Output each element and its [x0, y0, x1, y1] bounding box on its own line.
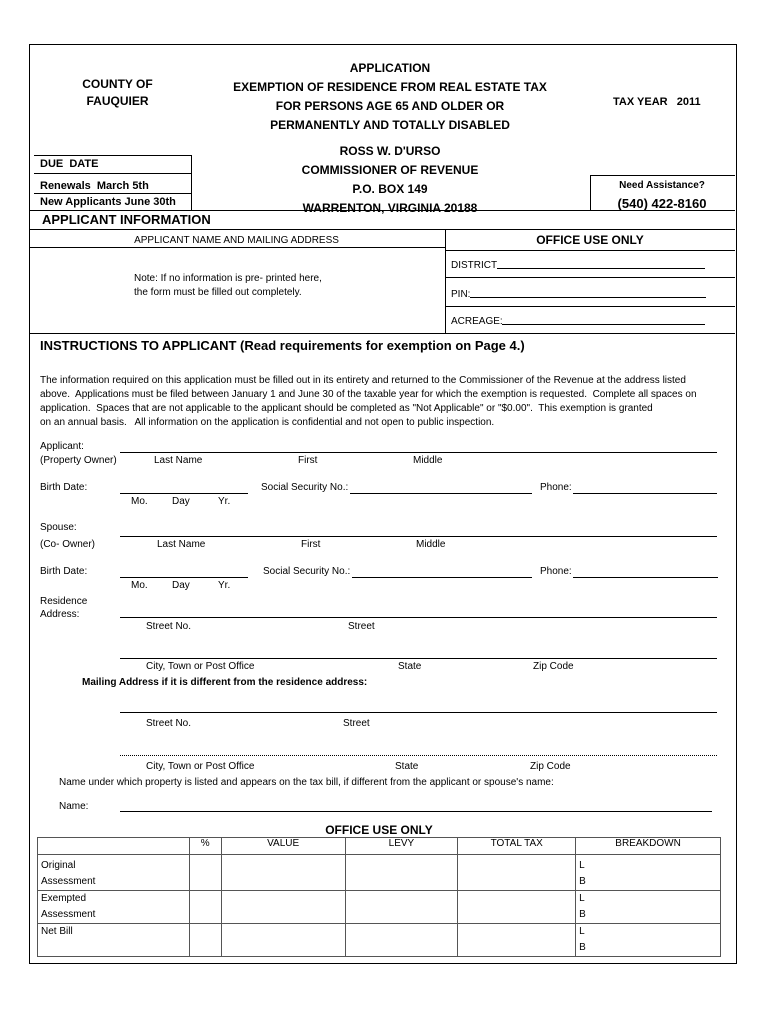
- section-rule: [29, 229, 735, 230]
- due-date-divider-2: [34, 193, 191, 194]
- instructions-heading: INSTRUCTIONS TO APPLICANT (Read requirements for exemption on Page 4.): [40, 338, 525, 353]
- acreage-label: ACREAGE:: [451, 316, 503, 327]
- mailing-city-label: City, Town or Post Office: [146, 761, 255, 772]
- row-label: Net Bill: [38, 924, 190, 957]
- breakdown-cell: L B: [576, 855, 721, 891]
- county-name: COUNTY OF FAUQUIER: [82, 77, 153, 108]
- name-label: Name:: [59, 801, 89, 812]
- mailing-state-label: State: [395, 761, 419, 772]
- spouse-last-name-label: Last Name: [157, 539, 206, 550]
- day-label: Day: [172, 496, 190, 507]
- applicant-info-heading: APPLICANT INFORMATION: [42, 212, 211, 227]
- office-use-rule: [445, 306, 735, 307]
- spouse-day-label: Day: [172, 580, 190, 591]
- spouse-year-label: Yr.: [218, 580, 231, 591]
- section-rule: [29, 210, 735, 211]
- office-use-divider: [445, 229, 446, 333]
- table-header-row: [38, 838, 721, 855]
- zip-label: Zip Code: [533, 661, 574, 672]
- phone-label: Phone:: [540, 482, 572, 493]
- instructions-text: The information required on this application must be filled out in its entirety and returned to the Commissioner of the Revenue at the address listed above. Applications must be filed between January 1 and June 30 of the taxable year for which the exemption is requested. Complete all spaces on application. Spaces that are not applicable to the applicant should be completed as "Not Applicable" or "$0.00". This exemption is granted on an annual basis. All information on the application is confidential and not open to public inspection.: [40, 375, 697, 428]
- spouse-birth-date-field[interactable]: [120, 577, 248, 578]
- section-rule: [29, 247, 445, 248]
- assistance-phone: (540) 422-8160: [617, 196, 707, 211]
- mailing-street-field[interactable]: [120, 712, 717, 713]
- spouse-phone-field[interactable]: [573, 577, 718, 578]
- office-use-rule: [445, 277, 735, 278]
- state-label: State: [398, 661, 422, 672]
- new-applicants-date: New Applicants June 30th: [40, 196, 176, 208]
- office-use-rule: [445, 250, 735, 251]
- year-label: Yr.: [218, 496, 231, 507]
- applicant-label: Applicant:: [40, 441, 84, 452]
- spouse-phone-label: Phone:: [540, 566, 572, 577]
- month-label: Mo.: [131, 496, 148, 507]
- pin-field[interactable]: [470, 297, 706, 298]
- renewals-date: Renewals March 5th: [40, 180, 149, 192]
- street-label: Street: [348, 621, 375, 632]
- street-no-label: Street No.: [146, 621, 192, 632]
- mailing-street-no-label: Street No.: [146, 718, 192, 729]
- assessment-table: [37, 837, 721, 957]
- applicant-name-field[interactable]: [120, 452, 717, 453]
- middle-name-label: Middle: [413, 455, 443, 466]
- name-address-label: APPLICANT NAME AND MAILING ADDRESS: [134, 235, 339, 246]
- co-owner-label: (Co- Owner): [40, 539, 96, 550]
- col-value: VALUE: [221, 838, 345, 855]
- phone-field[interactable]: [573, 493, 717, 494]
- name-field[interactable]: [120, 811, 712, 812]
- row-label: Original Assessment: [38, 855, 190, 891]
- spouse-month-label: Mo.: [131, 580, 148, 591]
- name-under-text: Name under which property is listed and appears on the tax bill, if different from the applicant or spouse's name:: [59, 777, 554, 788]
- table-row: [38, 855, 721, 891]
- col-percent: %: [189, 838, 221, 855]
- bottom-office-use-heading: OFFICE USE ONLY: [325, 823, 433, 837]
- table-row: [38, 924, 721, 957]
- mailing-zip-label: Zip Code: [530, 761, 571, 772]
- pin-label: PIN:: [451, 289, 471, 300]
- birth-date-field[interactable]: [120, 493, 248, 494]
- city-label: City, Town or Post Office: [146, 661, 255, 672]
- tax-year: TAX YEAR 2011: [613, 96, 701, 108]
- residence-label: Residence Address:: [40, 596, 88, 620]
- ssn-label: Social Security No.:: [261, 482, 349, 493]
- form-title: APPLICATION EXEMPTION OF RESIDENCE FROM REAL ESTATE TAX FOR PERSONS AGE 65 AND OLDER OR PERMANENTLY AND TOTALLY DISABLED: [233, 61, 547, 132]
- col-total-tax: TOTAL TAX: [458, 838, 576, 855]
- commissioner-address: ROSS W. D'URSO COMMISSIONER OF REVENUE P.O. BOX 149 WARRENTON, VIRGINIA 20188: [301, 144, 479, 215]
- spouse-ssn-field[interactable]: [352, 577, 532, 578]
- property-owner-label: (Property Owner): [40, 455, 117, 466]
- residence-street-field[interactable]: [120, 617, 717, 618]
- acreage-field[interactable]: [502, 324, 705, 325]
- spouse-label: Spouse:: [40, 522, 77, 533]
- spouse-name-field[interactable]: [120, 536, 717, 537]
- ssn-field[interactable]: [350, 493, 532, 494]
- due-date-divider: [34, 173, 191, 174]
- pre-printed-note: Note: If no information is pre- printed here, the form must be filled out completely.: [134, 273, 322, 298]
- col-breakdown: BREAKDOWN: [576, 838, 721, 855]
- section-rule: [29, 333, 735, 334]
- table-row: [38, 891, 721, 924]
- col-levy: LEVY: [345, 838, 458, 855]
- district-field[interactable]: [497, 268, 705, 269]
- row-label: Exempted Assessment: [38, 891, 190, 924]
- mailing-address-heading: Mailing Address if it is different from the residence address:: [82, 677, 368, 688]
- need-assistance: Need Assistance?: [619, 180, 705, 191]
- breakdown-cell: L B: [576, 924, 721, 957]
- district-label: DISTRICT: [451, 260, 498, 271]
- spouse-birth-date-label: Birth Date:: [40, 566, 88, 577]
- mailing-street-label: Street: [343, 718, 370, 729]
- office-use-heading: OFFICE USE ONLY: [536, 233, 644, 247]
- last-name-label: Last Name: [154, 455, 203, 466]
- spouse-middle-name-label: Middle: [416, 539, 446, 550]
- residence-city-field[interactable]: [120, 658, 717, 659]
- first-name-label: First: [298, 455, 318, 466]
- breakdown-cell: L B: [576, 891, 721, 924]
- mailing-city-field[interactable]: [120, 755, 717, 756]
- spouse-first-name-label: First: [301, 539, 321, 550]
- birth-date-label: Birth Date:: [40, 482, 88, 493]
- spouse-ssn-label: Social Security No.:: [263, 566, 351, 577]
- due-date-heading: DUE DATE: [40, 158, 99, 170]
